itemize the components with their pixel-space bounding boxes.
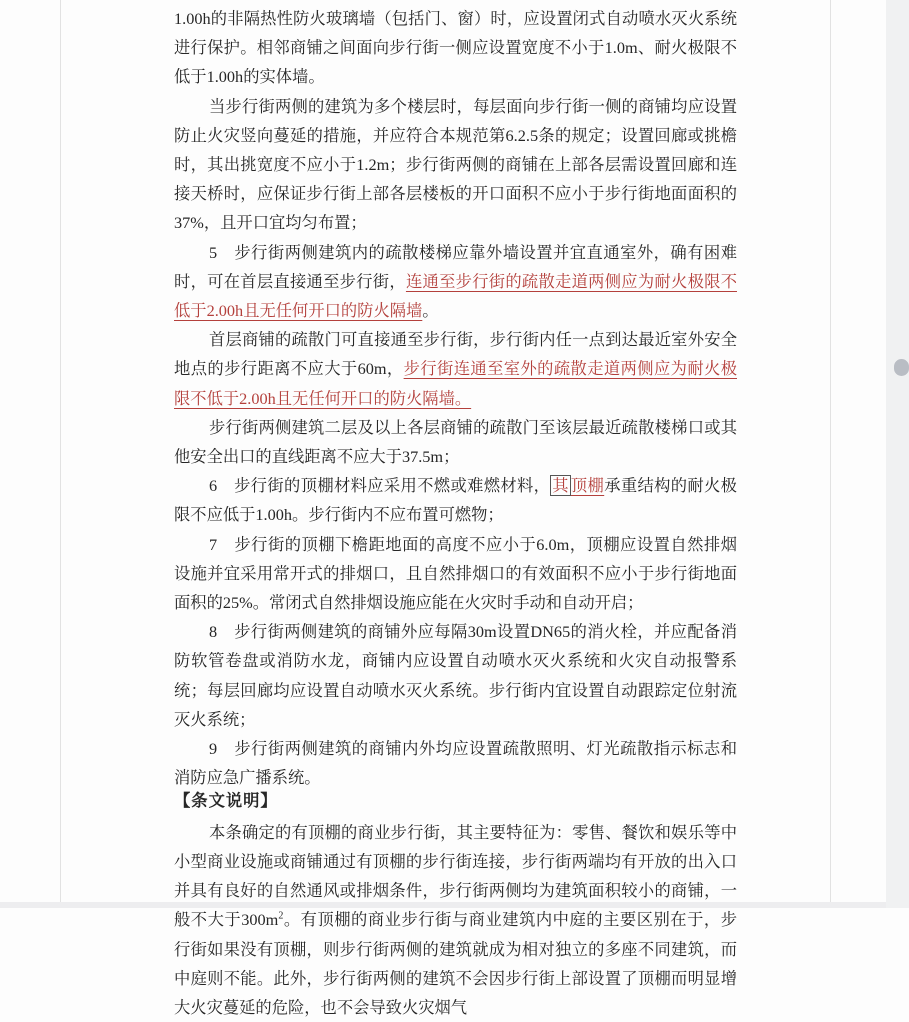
body-text: 承重结构的耐火极限不应低于1.00h。步行街内不应布置可燃物；	[174, 476, 737, 525]
body-text: 步行街两侧建筑二层及以上各层商铺的疏散门至该层最近疏散楼梯口或其他安全出口的直线距离不应大于37.5m；	[174, 417, 737, 467]
clause-7-smoke-vent	[174, 530, 737, 618]
body-text: 1.00h的非隔热性防火玻璃墙（包括门、窗）时，应设置闭式自动喷水灭火系统进行保护。相邻商铺之间面向步行街一侧应设置宽度不小于1.0m、耐火极限不低于1.00h的实体墙。	[174, 9, 737, 87]
page-right-edge	[830, 0, 831, 902]
clause-glass-wall-continued	[174, 4, 737, 92]
revision-boxed-char: 其	[552, 476, 569, 496]
body-text: 。	[422, 301, 439, 321]
document-text	[174, 4, 737, 1022]
superscript-text: 2	[278, 910, 284, 922]
clause-multi-floor-shops	[174, 92, 737, 238]
page-bottom-edge	[0, 902, 909, 908]
body-text: 9 步行街两侧建筑的商铺内外均应设置疏散照明、灯光疏散指示标志和消防应急广播系统。	[174, 739, 737, 788]
body-text: 7 步行街的顶棚下檐距地面的高度不应小于6.0m，顶棚应设置自然排烟设施并宜采用常开式的排烟口，且自然排烟口的有效面积不应小于步行街地面面积的25%。常闭式自然排烟设施应能在火灾时手动和自动开启；	[174, 534, 737, 613]
body-text: 5 步行街两侧建筑内的疏散楼梯应靠外墙设置并宜直通室外，确有困难时，可在首层直接通至步行街，	[174, 242, 737, 291]
page-left-edge	[60, 0, 61, 902]
clause-5-evacuation-stairs	[174, 238, 737, 326]
body-text: 本条确定的有顶棚的商业步行街，其主要特征为：零售、餐饮和娱乐等中小型商业设施或商铺通过有顶棚的步行街连接，步行街两端均有开放的出入口并具有良好的自然通风或排烟条件，步行街两侧均为建筑面积较小的商铺，一般不大于300m	[174, 822, 737, 930]
section-heading-explanation	[174, 787, 737, 816]
body-text: 。有顶棚的商业步行街与商业建筑内中庭的主要区别在于，步行街如果没有顶棚，则步行街两侧的建筑就成为相对独立的多座不同建筑，而中庭则不能。此外，步行街两侧的建筑不会因步行街上部设置了顶棚而明显增大火灾蔓延的危险，也不会导致火灾烟气	[174, 910, 737, 1017]
explanation-body	[174, 818, 737, 1022]
clause-5-upper-floor-distance	[174, 413, 737, 471]
clause-8-hydrant-sprinkler	[174, 617, 737, 734]
body-text: 8 步行街两侧建筑的商铺外应每隔30m设置DN65的消火栓，并应配备消防软管卷盘或消防水龙，商铺内应设置自动喷水灭火系统和火灾自动报警系统；每层回廊均应设置自动喷水灭火系统。步行街内宜设置自动跟踪定位射流灭火系统；	[174, 622, 737, 729]
clause-5-first-floor-doors	[174, 325, 737, 413]
body-text: 当步行街两侧的建筑为多个楼层时，每层面向步行街一侧的商铺均应设置防止火灾竖向蔓延的措施，并应符合本规范第6.2.5条的规定；设置回廊或挑檐时，其出挑宽度不应小于1.2m；步行街两侧的商铺在上部各层需设置回廊和连接天桥时，应保证步行街上部各层楼板的开口面积不应小于步行街地面面积的37%，且开口宜均匀布置；	[174, 96, 737, 233]
revision-red-text: 连通至步行街的疏散走道两侧应为耐火极限不低于2.00h且无任何开口的防火隔墙	[174, 271, 737, 321]
scrollbar-track[interactable]	[886, 0, 909, 908]
body-text: 6 步行街的顶棚材料应采用不燃或难燃材料，	[209, 476, 551, 496]
clause-6-canopy-material	[174, 471, 737, 529]
revision-red-text: 顶棚	[570, 476, 605, 496]
scrollbar-thumb[interactable]	[894, 359, 909, 376]
body-text: 首层商铺的疏散门可直接通至步行街，步行街内任一点到达最近室外安全地点的步行距离不应大于60m，	[174, 330, 737, 379]
clause-9-evacuation-lighting	[174, 734, 737, 792]
revision-red-text: 步行街连通至室外的疏散走道两侧应为耐火极限不低于2.00h且无任何开口的防火隔墙。	[174, 359, 737, 408]
body-text: 【条文说明】	[174, 792, 278, 811]
